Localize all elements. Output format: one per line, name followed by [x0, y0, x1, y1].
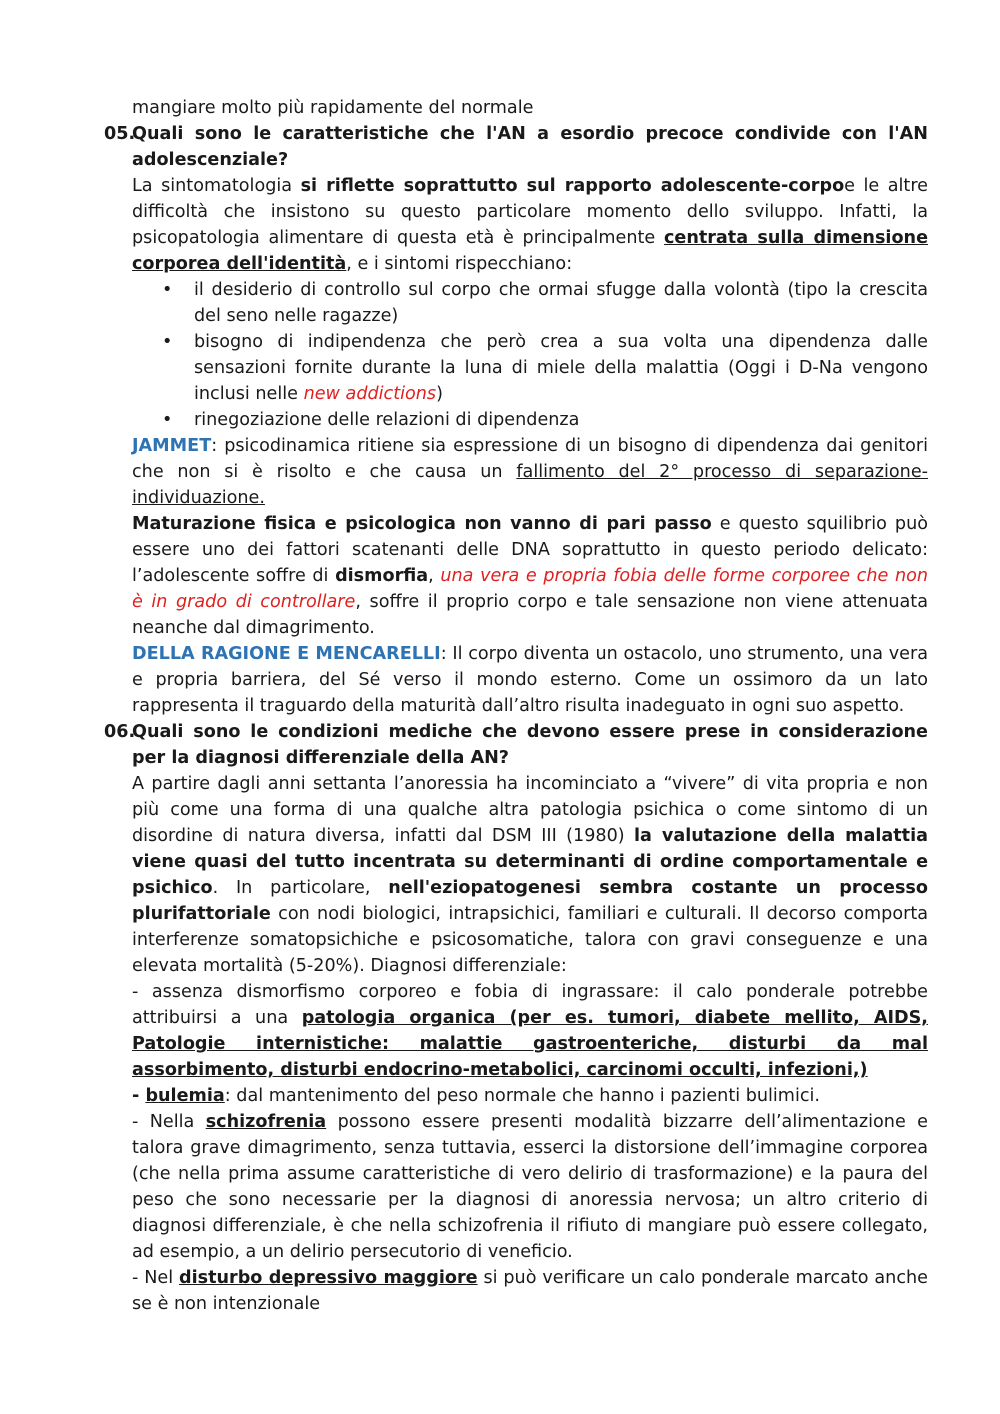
question-text: Quali sono le condizioni mediche che devono essere prese in considerazione per la diagnosi differenziale della AN?: [132, 722, 928, 768]
text-run: A partire dagli anni settanta l’anoressia ha incominciato a “vivere” di vita propria e non più come una forma di una qualche altra patologia psichica o come sintomo di un disordine di natura diversa, infatti dal DSM III (1980): [132, 774, 928, 846]
bold-text: Maturazione fisica e psicologica non vanno di pari passo: [132, 514, 712, 534]
text-run: -: [132, 1086, 146, 1106]
list-item-text: il desiderio di controllo sul corpo che ormai sfugge dalla volontà (tipo la crescita del seno nelle ragazze): [194, 280, 928, 326]
diagnosis-schizophrenia: [132, 1109, 928, 1265]
text-run: ): [436, 384, 443, 404]
text-run: : psicodinamica ritiene sia espressione di un bisogno di dipendenza dai genitori che non si è risolto e che causa un: [132, 436, 928, 482]
text-run: . In particolare,: [212, 878, 389, 898]
bold-underlined-text: centrata sulla dimensione corporea dell'identità: [132, 228, 928, 274]
list-item-text: bisogno di indipendenza che però crea a sua volta una dipendenza dalle sensazioni fornite durante la luna di miele della malattia (Oggi i D-Na vengono inclusi nelle: [194, 332, 928, 404]
bullet-icon: •: [162, 280, 173, 300]
maturation-paragraph: [132, 511, 928, 641]
text-run: con nodi biologici, intrapsichici, familiari e culturali. Il decorso comporta interferenze somatopsichiche e psicosomatiche, talora con gravi conseguenze e una elevata mortalità (5-20%). Diagnosi differenziale:: [132, 904, 928, 976]
jammet-paragraph: [132, 433, 928, 511]
list-item: [132, 277, 928, 329]
text-run: ,: [428, 566, 441, 586]
bold-underlined-text: bulemia: [145, 1086, 225, 1106]
question-text: Quali sono le caratteristiche che l'AN a esordio precoce condivide con l'AN adolescenziale?: [132, 124, 928, 170]
bold-underlined-text: schizofrenia: [205, 1112, 327, 1132]
question-06: [104, 719, 928, 768]
text-run: e le altre difficoltà che insistono su questo particolare momento dello sviluppo. Infatti, la psicopatologia alimentare di questa età è principalmente: [132, 176, 928, 248]
diagnosis-bulimia: [132, 1083, 928, 1109]
intro-line: mangiare molto più rapidamente del normale: [132, 98, 534, 118]
text-run: , soffre il proprio corpo e tale sensazione non viene attenuata neanche dal dimagrimento.: [132, 592, 928, 638]
text-run: possono essere presenti modalità bizzarre dell’alimentazione e talora grave dimagrimento, senza tuttavia, esserci la distorsione dell’immagine corporea (che nella prima assume caratteristiche di vero delirio di trasformazione) e la paura del peso che sono necessarie per la diagnosi di anoressia nervosa; un altro criterio di diagnosi differenziale, è che nella schizofrenia il rifiuto di mangiare può essere collegato, ad esempio, a un delirio persecutorio di veneficio.: [132, 1112, 928, 1262]
bold-underlined-text: disturbo depressivo maggiore: [178, 1268, 478, 1288]
question-05: [104, 121, 928, 170]
text-run: e questo squilibrio può essere uno dei fattori scatenanti delle DNA soprattutto in questo periodo delicato: l’adolescente soffre di: [132, 514, 929, 586]
bold-text: la valutazione della malattia viene quasi del tutto incentrata su determinanti di ordine comportamentale e psichico: [132, 826, 928, 898]
text-run: - assenza dismorfismo corporeo e fobia di ingrassare: il calo ponderale potrebbe attribuirsi a una: [132, 982, 928, 1028]
text-run: : Il corpo diventa un ostacolo, uno strumento, una vera e propria barriera, del Sé verso il mondo esterno. Come un ossimoro da un lato rappresenta il traguardo della maturità dall’altro risulta inadeguato in ogni suo aspetto.: [132, 644, 929, 716]
text-run: , e i sintomi rispecchiano:: [346, 254, 573, 274]
list-item: [132, 407, 928, 433]
list-item: [132, 329, 928, 407]
underlined-text: fallimento del 2° processo di separazione-individuazione.: [132, 462, 929, 508]
question-number: 06.: [104, 722, 136, 742]
red-italic-text: new addictions: [303, 384, 437, 404]
red-italic-text: una vera e propria fobia delle forme corporee che non è in grado di controllare: [132, 566, 929, 612]
diagnosis-depression: [132, 1265, 928, 1317]
bold-text: dismorfia: [335, 566, 429, 586]
bold-text: nell'eziopatogenesi sembra costante un processo plurifattoriale: [132, 878, 928, 924]
della-ragione-paragraph: [132, 641, 928, 719]
bullet-icon: •: [162, 332, 173, 352]
q05-paragraph-1: [132, 173, 928, 277]
author-label: JAMMET: [132, 436, 212, 456]
bullet-list: [132, 277, 928, 433]
text-run: - Nel: [132, 1268, 179, 1288]
text-run: - Nella: [132, 1112, 206, 1132]
text-run: : dal mantenimento del peso normale che hanno i pazienti bulimici.: [224, 1086, 820, 1106]
text-run: si può verificare un calo ponderale marcato anche se è non intenzionale: [132, 1268, 928, 1314]
bold-underlined-text: patologia organica (per es. tumori, diabete mellito, AIDS, Patologie internistiche: malattie gastroenteriche, disturbi da mal assorbimento, disturbi endocrino-metabolici, carcinomi occulti, infezioni,): [132, 1008, 928, 1080]
author-label: DELLA RAGIONE E MENCARELLI: [132, 644, 441, 664]
q06-paragraph-1: [132, 771, 928, 979]
list-item-text: rinegoziazione delle relazioni di dipendenza: [194, 410, 580, 430]
diagnosis-organic: [132, 979, 928, 1083]
question-number: 05.: [104, 124, 136, 144]
text-run: La sintomatologia: [132, 176, 301, 196]
bullet-icon: •: [162, 410, 173, 430]
bold-text: si riflette soprattutto sul rapporto adolescente-corpo: [300, 176, 845, 196]
